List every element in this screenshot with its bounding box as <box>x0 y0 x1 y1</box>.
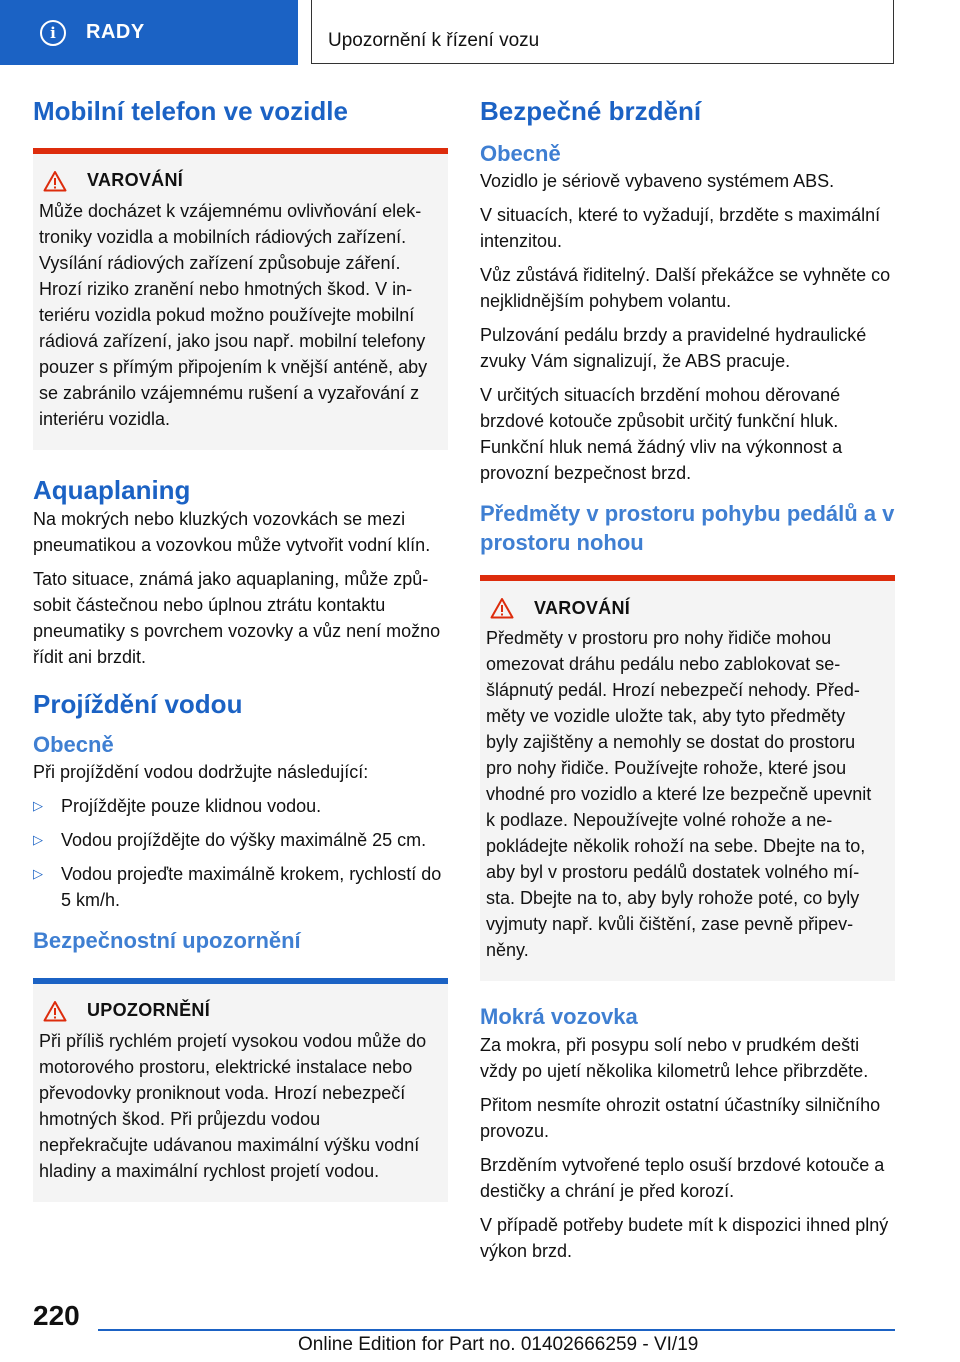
triangle-bullet-icon: ▷ <box>33 832 43 848</box>
caution-box-water <box>33 978 448 1202</box>
warning-triangle-icon <box>43 1000 67 1022</box>
section-heading-mobile: Mobilní telefon ve vozidle <box>33 96 348 126</box>
warning-box-mobile <box>33 148 448 450</box>
warning-text: Předměty v prostoru pro nohy řidiče mohou omezovat dráhu pedálu nebo zablokovat sešlápnutý pedál. Hrozí nebezpečí nehody. Předměty ve vozidle uložte tak, aby tyto předměty byly zajištěny a nemohly se dostat do prostoru pro nohy řidiče. Používejte rohože, které jsou vhodné pro vozidlo a které lze bezpečně upevnit k podlaze. Nepoužívejte volné rohože a nepokládejte několik rohoží na sebe. Dbejte na to, aby byl v prostoru pedálů dostatek volného místa. Dbejte na to, aby byly rohože poté, co byly vyjmuty např. kvůli čištění, zase pevně připevněny. <box>486 628 872 961</box>
header-tab-label: RADY <box>86 21 145 43</box>
braking-paragraph-1: Vozidlo je sériově vybaveno systémem ABS. <box>480 171 835 192</box>
warning-triangle-icon <box>43 170 67 192</box>
caution-box-header <box>43 1000 432 1022</box>
subheading-general-water: Obecně <box>33 731 114 757</box>
warning-box-header <box>43 170 432 192</box>
section-heading-braking: Bezpečné brzdění <box>480 96 702 126</box>
subheading-wet-road: Mokrá vozovka <box>480 1004 638 1030</box>
warning-box-pedals <box>480 575 895 981</box>
caution-title: UPOZORNĚNÍ <box>87 1000 211 1021</box>
warning-box-header <box>490 597 879 619</box>
section-heading-aquaplaning: Aquaplaning <box>33 474 191 505</box>
subheading-safety: Bezpečnostní upozornění <box>33 928 301 954</box>
footer-edition: Online Edition for Part no. 01402666259 - VI/19 <box>298 1334 699 1355</box>
header-title-box <box>311 0 894 64</box>
wet-paragraph-1: Za mokra, při posypu solí nebo v prudkém dešti vždy po ujetí několika kilometrů lehce přibrzděte. <box>480 1034 869 1081</box>
footer-divider <box>98 1329 895 1331</box>
left-column <box>33 95 448 1202</box>
braking-paragraph-3: Vůz zůstává řiditelný. Další překážce se vyhněte co nejklidnějším pohybem volantu. <box>480 265 891 312</box>
section-heading-water: Projíždění vodou <box>33 689 243 719</box>
wet-paragraph-4: V případě potřeby budete mít k dispozici ihned plný výkon brzd. <box>480 1214 889 1261</box>
header-tab[interactable] <box>0 0 298 65</box>
warning-triangle-icon <box>490 597 514 619</box>
list-item: ▷ Projíždějte pouze klidnou vodou. <box>33 793 448 819</box>
page-number: 220 <box>33 1300 80 1331</box>
warning-title: VAROVÁNÍ <box>534 597 631 618</box>
caution-text: Při příliš rychlém projetí vysokou vodou může do motorového prostoru, elektrické instalace nebo převodovky proniknout voda. Hrozí nebezpečí hmotných škod. Při průjezdu vodou nepřekračujte udávanou maximální výšku vodní hladiny a maximální rychlost projetí vodou. <box>39 1030 427 1181</box>
braking-paragraph-4: Pulzování pedálu brzdy a pravidelné hydraulické zvuky Vám signalizují, že ABS pracuje. <box>480 325 867 372</box>
subheading-general-braking: Obecně <box>480 140 561 166</box>
aquaplaning-paragraph-2: Tato situace, známá jako aquaplaning, může způsobit částečnou nebo úplnou ztrátu kontaktu pneumatiky s povrchem vozovky a vůz není možno řídit ani brzdit. <box>33 569 441 667</box>
braking-paragraph-2: V situacích, které to vyžadují, brzděte s maximální intenzitou. <box>480 205 881 252</box>
right-column <box>480 95 895 1272</box>
subheading-pedals: Předměty v prostoru pohybu pedálů a v prostoru nohou <box>480 501 895 555</box>
list-item: ▷ Vodou projeďte maximálně krokem, rychlostí do 5 km/h. <box>33 861 448 913</box>
warning-text: Může docházet k vzájemnému ovlivňování elektroniky vozidla a mobilních rádiových zařízení. Vysílání rádiových zařízení způsobuje záření. Hrozí riziko zranění nebo hmotných škod. V interiéru vozidla pokud možno používejte mobilní rádiová zařízení, jako jsou např. mobilní telefony pouzer s přímým připojením k vnější anténě, aby se zabránilo vzájemnému rušení a vyzařování z interiéru vozidla. <box>39 200 428 429</box>
wet-paragraph-3: Brzděním vytvořené teplo osuší brzdové kotouče a destičky a chrání je před korozí. <box>480 1154 885 1201</box>
water-intro: Při projíždění vodou dodržujte následující: <box>33 762 369 783</box>
water-list <box>33 793 448 913</box>
wet-paragraph-2: Přitom nesmíte ohrozit ostatní účastníky silničního provozu. <box>480 1094 881 1141</box>
triangle-bullet-icon: ▷ <box>33 798 43 814</box>
triangle-bullet-icon: ▷ <box>33 866 43 882</box>
info-icon: i <box>40 20 66 46</box>
aquaplaning-paragraph-1: Na mokrých nebo kluzkých vozovkách se mezi pneumatikou a vozovkou může vytvořit vodní klín. <box>33 509 431 555</box>
header-title: Upozornění k řízení vozu <box>328 30 540 51</box>
list-item: ▷ Vodou projíždějte do výšky maximálně 25 cm. <box>33 827 448 853</box>
warning-title: VAROVÁNÍ <box>87 170 184 190</box>
braking-paragraph-5: V určitých situacích brzdění mohou děrované brzdové kotouče způsobit určitý funkční hluk. Funkční hluk nemá žádný vliv na výkonnost a provozní bezpečnost brzd. <box>480 385 843 484</box>
